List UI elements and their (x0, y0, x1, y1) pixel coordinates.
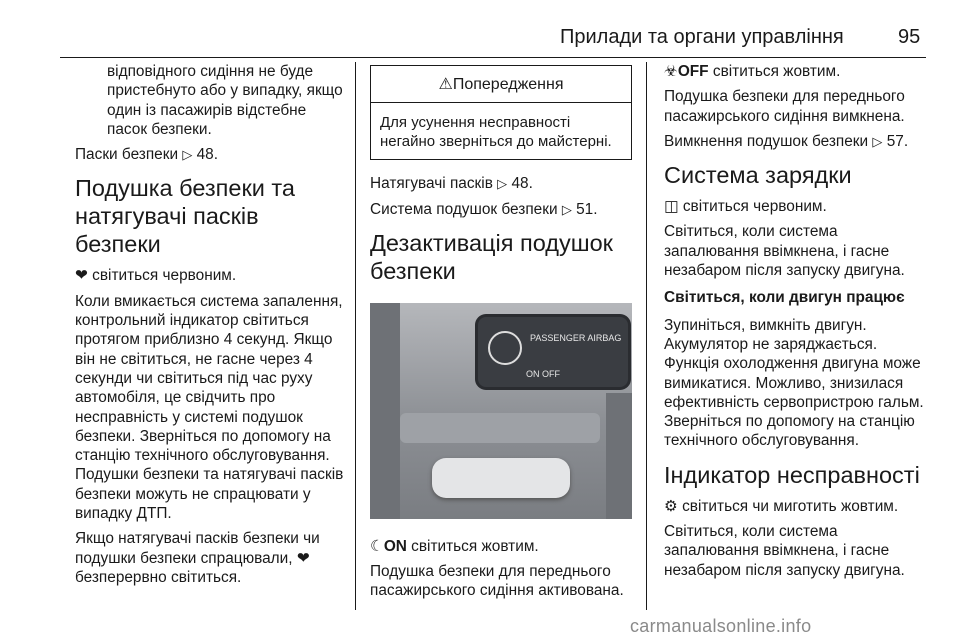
paragraph: Коли вмикається система запалення, контрольний індикатор світиться протягом приблизно 4 секунд. Якщо він не світиться, не гасне через 4 секунди чи світиться під час руху автомобіля, це свідчить про несправність у системі подушок безпеки. Зверніться по допомогу на станцію технічного обслуговування. Подушки безпеки та натягувачі пасків безпеки можуть не спрацювати у випадку ДТП. (75, 292, 344, 523)
reference-line (75, 145, 347, 164)
reference-line (370, 200, 632, 219)
indicator-line (75, 266, 347, 285)
indicator-text: світиться чи миготить жовтим. (677, 497, 899, 515)
column-divider-2 (646, 62, 647, 610)
warning-title: Попередження (452, 76, 564, 93)
indicator-line (664, 497, 926, 516)
watermark: carmanualsonline.info (630, 616, 812, 636)
reference-page[interactable]: 48. (511, 175, 533, 193)
on-label: ON (383, 537, 407, 555)
indicator-line (664, 197, 926, 216)
indicator-text: світиться жовтим. (708, 63, 841, 80)
reference-page[interactable]: 57. (886, 132, 909, 150)
reference-text: Натягувачі пасків (370, 175, 498, 193)
page-header-title: Прилади та органи управління (560, 26, 844, 48)
reference-text: Система подушок безпеки (370, 200, 562, 218)
reference-line (370, 174, 632, 193)
indicator-text: світиться червоним. (87, 267, 237, 285)
arrow-icon: ▷ (497, 176, 508, 192)
warning-body: Для усунення несправності негайно зверніться до майстерні. (380, 114, 612, 151)
section-heading: Дезактивація подушок безпеки (370, 229, 613, 284)
arrow-icon: ▷ (872, 133, 883, 149)
section-heading: Подушка безпеки та натягувачі пасків безпеки (75, 175, 295, 258)
indicator-line (370, 537, 632, 556)
airbag-icon: ❤ (75, 267, 88, 285)
paragraph-text-end: безперервно світиться. (75, 568, 242, 586)
column-divider-1 (355, 62, 356, 610)
subsection-heading: Світиться, коли двигун працює (664, 289, 905, 307)
photo-airbag-label: PASSENGER AIRBAG (530, 332, 622, 343)
reference-line (664, 132, 926, 151)
photo-onoff-label: ON OFF (526, 368, 560, 379)
reference-text: Паски безпеки (75, 146, 183, 164)
passenger-airbag-on-icon: ☾ (370, 537, 384, 555)
paragraph (75, 529, 347, 587)
column-2 (370, 62, 632, 607)
paragraph: відповідного сидіння не буде пристебнуто або у випадку, якщо один із пасажирів відстебне пасок безпеки. (107, 63, 343, 138)
paragraph: Подушка безпеки для переднього пасажирського сидіння активована. (370, 563, 624, 600)
reference-text: Вимкнення подушок безпеки (664, 132, 873, 150)
page-number: 95 (898, 26, 921, 48)
indicator-line (664, 62, 926, 81)
reference-page[interactable]: 51. (576, 200, 598, 218)
paragraph: Подушка безпеки для переднього пасажирського сидіння вимкнена. (664, 88, 905, 125)
section-heading: Система зарядки (664, 162, 852, 189)
section-heading: Індикатор несправності (664, 461, 920, 488)
passenger-airbag-off-icon: ☣ (664, 63, 678, 80)
warning-box (370, 65, 632, 160)
column-3 (664, 62, 926, 586)
airbag-indicator-photo (370, 303, 632, 519)
arrow-icon: ▷ (182, 147, 193, 163)
warning-triangle-icon: ⚠ (438, 76, 453, 93)
photo-console (400, 413, 600, 443)
off-label: OFF (677, 63, 709, 80)
battery-icon: ◫ (664, 198, 679, 216)
airbag-icon: ❤ (296, 549, 310, 567)
paragraph: Світиться, коли система запалювання ввімкнена, і гасне незабаром після запуску двигуна. (664, 523, 905, 579)
indicator-text: світиться червоним. (678, 198, 827, 216)
photo-pillar-left (370, 303, 400, 519)
indicator-text: світиться жовтим. (406, 537, 539, 555)
paragraph: Світиться, коли система запалювання ввімкнена, і гасне незабаром після запуску двигуна. (664, 223, 905, 280)
photo-indicator-panel (478, 317, 628, 387)
header-rule (60, 57, 926, 58)
arrow-icon: ▷ (561, 201, 572, 217)
paragraph: Зупиніться, вимкніть двигун. Акумулятор не заряджається. Функція охолодження двигуна може вимикатися. Можливо, знизилася ефективність сервопристрою гальм. Зверніться по допомогу на станцію технічного обслуговування. (664, 316, 924, 450)
photo-airbag-symbol-icon (488, 331, 522, 365)
reference-page[interactable]: 48. (196, 146, 219, 164)
photo-pillar-right (606, 393, 632, 519)
photo-mirror (432, 458, 570, 498)
paragraph-text: Якщо натягувачі пасків безпеки чи подушки безпеки спрацювали, (75, 530, 320, 567)
engine-icon: ⚙ (664, 497, 678, 515)
column-1 (75, 62, 347, 593)
warning-header (371, 66, 631, 103)
